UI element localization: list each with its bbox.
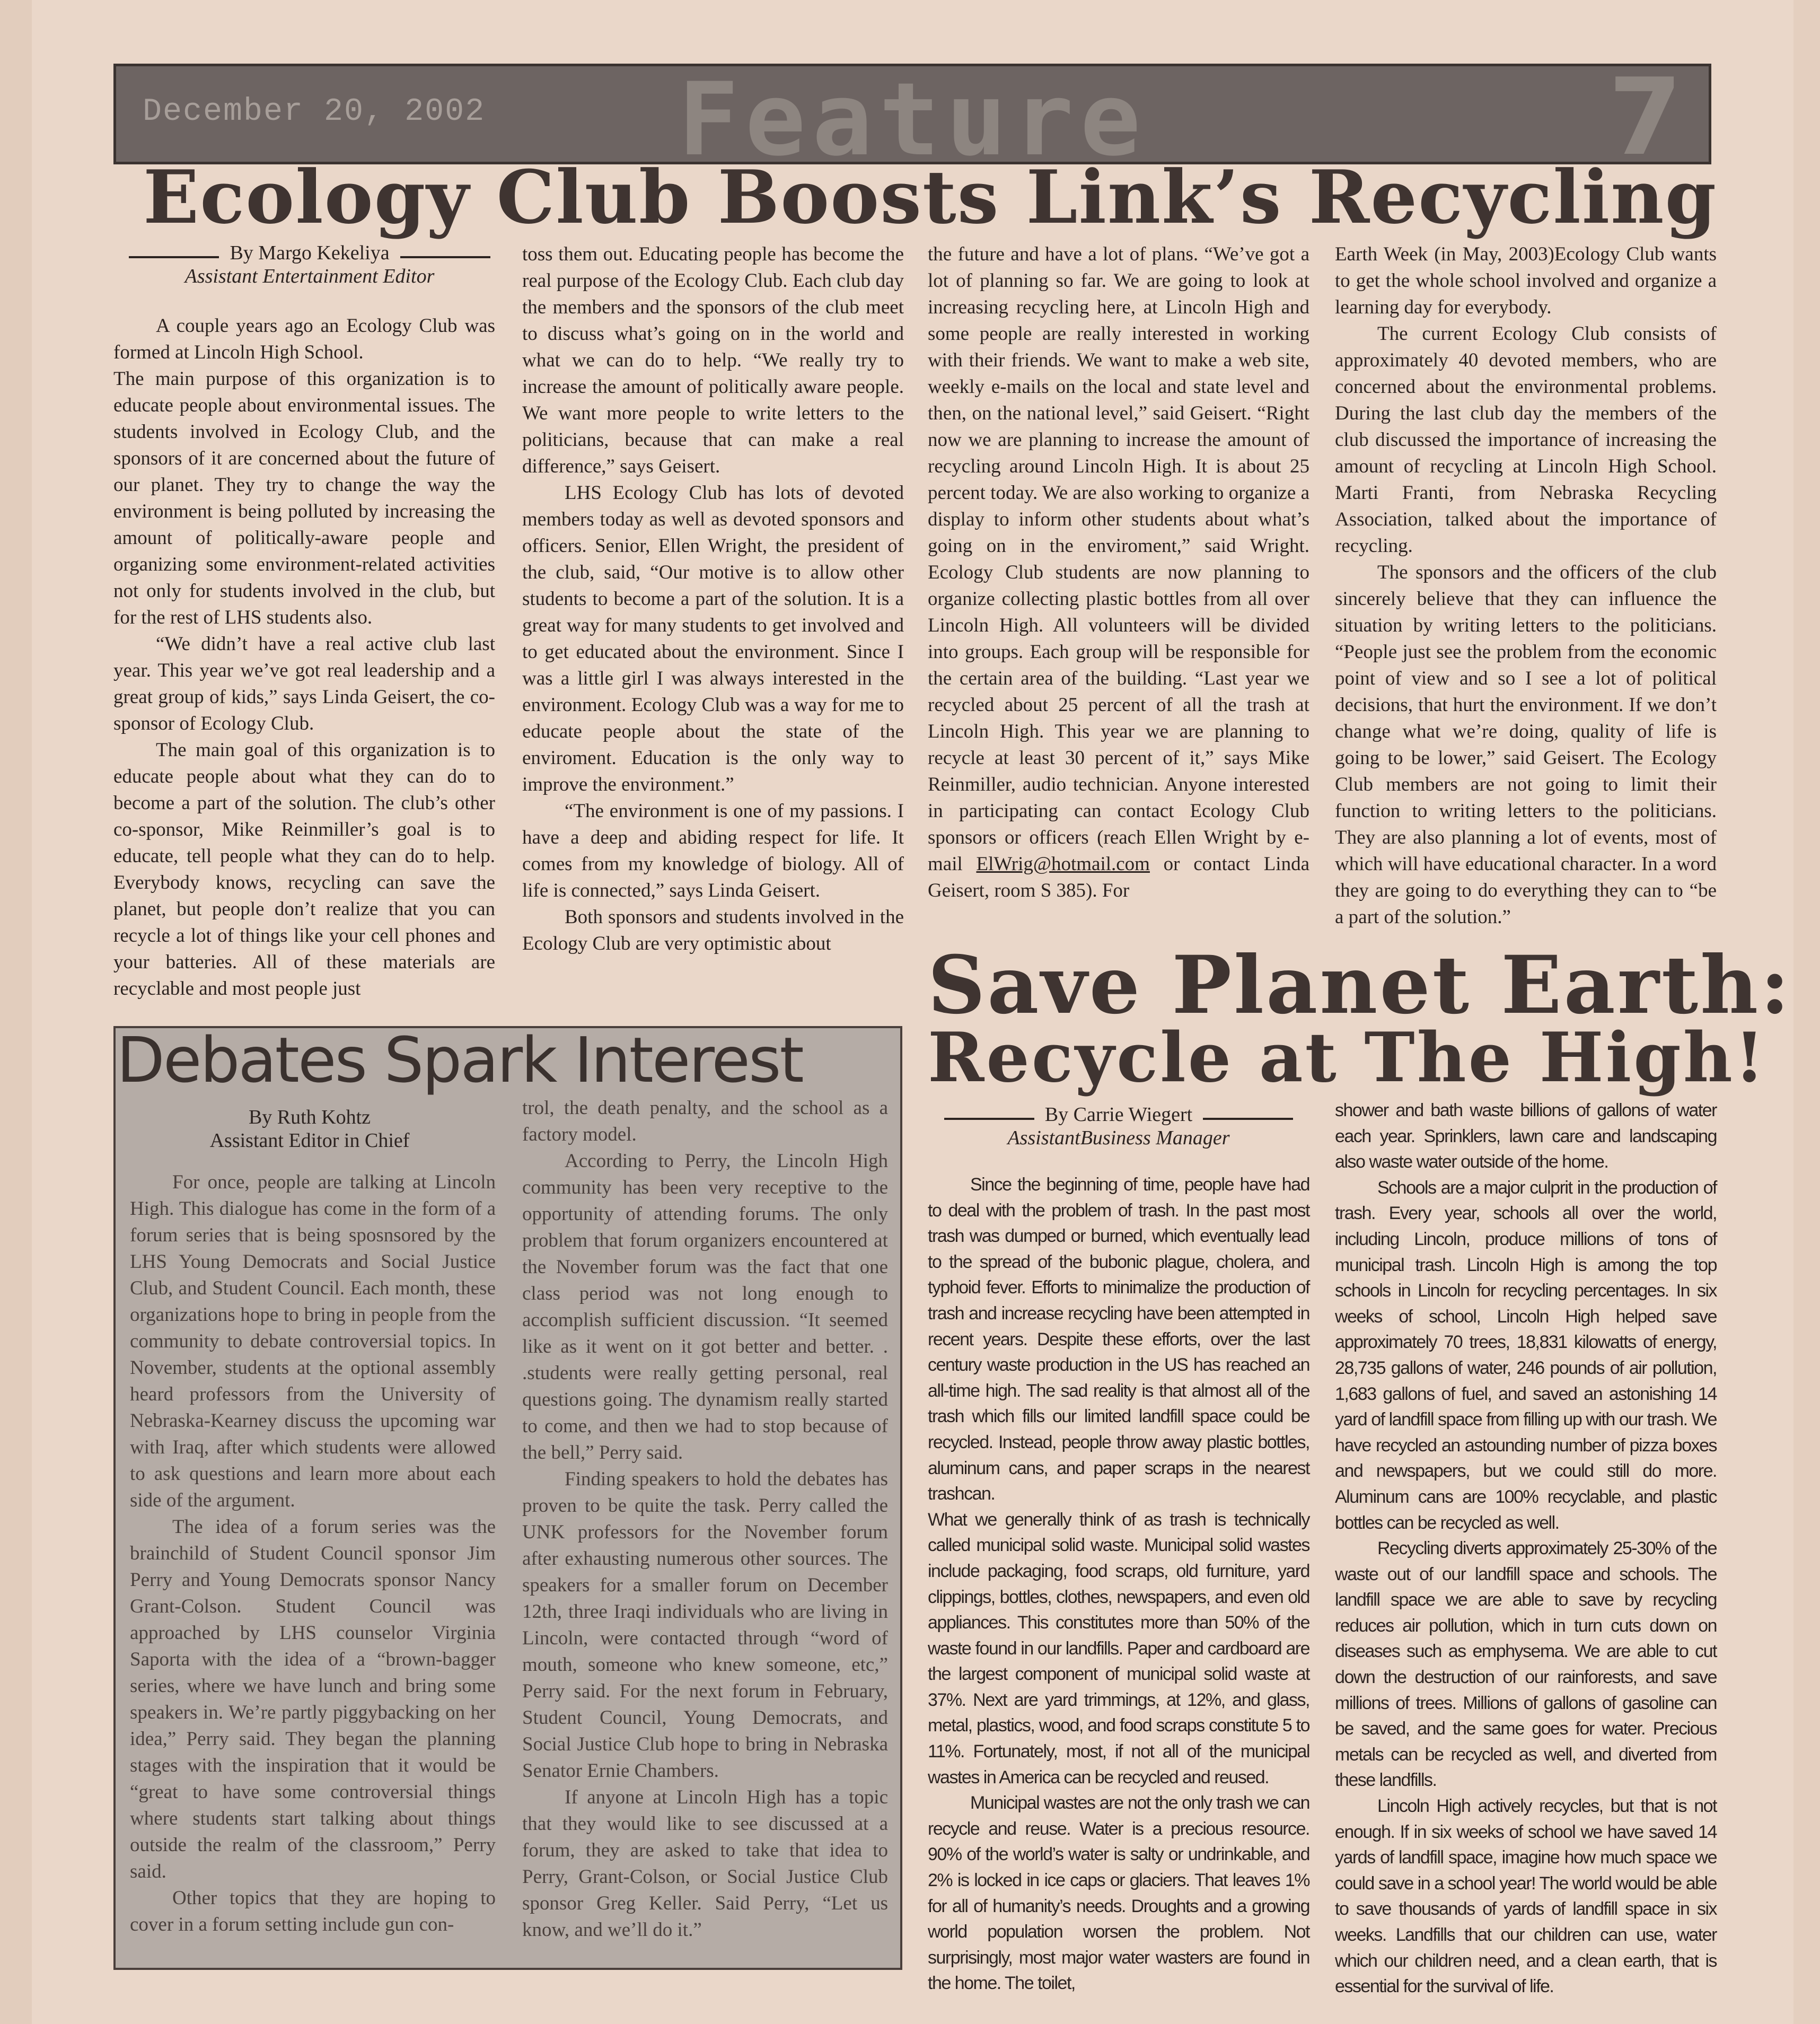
paragraph: LHS Ecology Club has lots of devoted members today as well as devoted sponsors and officers. Senior, Ellen Wright, the president of the club, said, “Our motive is to allow other students to become a part of the solution. It is a great way for many students to get involved and to get educated about the environment. Since I was a little girl I was always interested in the environment. Ecology Club was a way for me to educate people about the state of the enviroment. Education is the only way to improve the environment.” [522, 482, 904, 795]
byline-name: By Margo Kekeliya [230, 242, 390, 264]
paragraph: The main purpose of this organization is to educate people about environmental issues. The students involved in Ecology Club, and the sponsors of it are concerned about the future of our planet. They try to change the way the environment is being polluted by increasing the amount of politically-aware people and organizing some environment-related activities not only for students involved in the club, but for the rest of LHS students also. [113, 368, 495, 628]
ecology-column-2 [522, 241, 904, 957]
paragraph-text: the future and have a lot of plans. “We’ve got a lot of planning so far. We are going to look at increasing recycling here, at Lincoln High and some people are really interested in working with their friends. We want to make a web site, weekly e-mails on the local and state level and then, on the national level,” said Geisert. “Right now we are planning to increase the amount of recycling around Lincoln High. It is about 25 percent today. We are also working to organize a display to inform other students about what’s going on in the enviroment,” said Wright. Ecology Club students are now planning to organize collecting plastic bottles from all over Lincoln High. All volunteers will be divided into groups. Each group will be responsible for the certain area of the building. “Last year we recycled about 25 percent of all the trash at Lincoln High. This year we are planning to recycle at least 30 percent of it,” says Mike Reinmiller, audio technician. Anyone interested in participating can contact Ecology Club sponsors or officers (reach Ellen Wright by e-mail [928, 243, 1309, 875]
ecology-column-4 [1335, 241, 1717, 931]
debates-byline [113, 1106, 506, 1152]
paragraph: Finding speakers to hold the debates has proven to be quite the task. Perry called the UNK professors for the November forum after exhausting numerous other sources. The speakers for a smaller forum on December 12th, three Iraqi individuals who are living in Lincoln, were contacted through “word of mouth, someone who knew someone, etc,” Perry said. For the next forum in February, Student Council, Young Democrats, and Social Justice Club hope to bring in Nebraska Senator Ernie Chambers. [522, 1468, 888, 1782]
save-headline-line-1: Save Planet Earth: [928, 939, 1792, 1032]
paragraph: Schools are a major culprit in the production of trash. Every year, schools all over the world, including Lincoln, produce millions of tons of municipal trash. Lincoln High is among the top schools in Lincoln for recycling percentages. In six weeks of school, Lincoln High helped save approximately 70 trees, 18,831 kilowatts of energy, 28,735 gallons of water, 246 pounds of air pollution, 1,683 gallons of fuel, and saved an astonishing 14 yard of landfill space from filling up with our trash. We have recycled an astounding number of pizza boxes and newspapers, but we could still do more. Aluminum cans are 100% recyclable, and plastic bottles can be recycled as well. [1335, 1177, 1717, 1533]
paragraph: shower and bath waste billions of gallons of water each year. Sprinklers, lawn care and landscaping also waste water outside of the home. [1335, 1100, 1717, 1172]
paragraph: Earth Week (in May, 2003)Ecology Club wants to get the whole school involved and organize a learning day for everybody. [1335, 243, 1717, 318]
page-edge-left [0, 0, 32, 2024]
paragraph-text: or contact Linda Geisert, room S 385). For [928, 853, 1310, 901]
paragraph: trol, the death penalty, and the school as a factory model. [522, 1097, 888, 1145]
ecology-byline [113, 241, 506, 288]
save-column-2 [1335, 1098, 1717, 2000]
ecology-headline: Ecology Club Boosts Link’s Recycling [143, 154, 1718, 240]
debates-headline: Debates Spark Interest [117, 1023, 803, 1097]
paragraph: A couple years ago an Ecology Club was formed at Lincoln High School. [113, 315, 495, 363]
email-link[interactable]: ElWrig@hotmail.com [976, 853, 1150, 875]
page-edge-right [1793, 0, 1820, 2024]
paragraph: Municipal wastes are not the only trash we can recycle and reuse. Water is a precious resource. 90% of the world’s water is salty or undrinkable, and 2% is locked in ice caps or glaciers. That leaves 1% for all of humanity’s needs. Droughts and a growing world population worsen the problem. Not surprisingly, most major water wasters are found in the home. The toilet, [928, 1793, 1309, 1994]
paragraph: The main goal of this organization is to educate people about what they can do to become a part of the solution. The club’s other co-sponsor, Mike Reinmiller’s goal is to educate, tell people what they can do to help. Everybody knows, recycling can save the planet, but people don’t realize that you can recycle a lot of things like your cell phones and your batteries. All of these materials are recyclable and most people just [113, 739, 495, 1000]
paragraph: According to Perry, the Lincoln High community has been very receptive to the opportunity of attending forums. The only problem that forum organizers encountered at the November forum was the fact that one class period was not long enough to accomplish sufficient discussion. “It seemed like as it went on it got better and better. . .students were really getting personal, real questions going. The dynamism really started to come, and then we had to stop because of the bell,” Perry said. [522, 1150, 888, 1464]
paragraph: For once, people are talking at Lincoln High. This dialogue has come in the form of a forum series that is being sposnsored by the LHS Young Democrats and Social Justice Club, and Student Council. Each month, these organizations hope to bring in people from the community to debate controversial topics. In November, students at the optional assembly heard professors from the University of Nebraska-Kearney discuss the upcoming war with Iraq, after which students were allowed to ask questions and learn more about each side of the argument. [130, 1171, 496, 1511]
section-title: Feature [678, 61, 1147, 178]
byline-name: By Carrie Wiegert [1044, 1103, 1193, 1126]
save-column-1 [928, 1172, 1309, 1996]
byline-rule [1203, 1118, 1293, 1120]
paragraph: Both sponsors and students involved in the Ecology Club are very optimistic about [522, 906, 904, 954]
paragraph: If anyone at Lincoln High has a topic that they would like to see discussed at a forum, they are asked to take that idea to Perry, Grant-Colson, or Social Justice Club sponsor Greg Keller. Said Perry, “Let us know, and we’ll do it.” [522, 1786, 888, 1941]
paragraph: The current Ecology Club consists of approximately 40 devoted members, who are concerned about the environmental problems. During the last club day the members of the club discussed the importance of increasing the amount of recycling at Lincoln High School. Marti Franti, from Nebraska Recycling Association, talked about the importance of recycling. [1335, 323, 1717, 557]
debates-column-1 [130, 1169, 496, 1938]
paragraph: Other topics that they are hoping to cover in a forum setting include gun con- [130, 1887, 496, 1935]
byline-rule [400, 256, 490, 258]
debates-column-2 [522, 1095, 888, 1943]
ecology-column-1 [113, 313, 495, 1002]
paragraph: What we generally think of as trash is technically called municipal solid waste. Municipal solid wastes include packaging, food scraps, old furniture, yard clippings, bottles, clothes, newspapers, and even old appliances. This constitutes more than 50% of the waste found in our landfills. Paper and cardboard are the largest component of municipal solid waste at 37%. Next are yard trimmings, at 12%, and glass, metal, plastics, wood, and food scraps constitute 5 to 11%. Fortunately, most, if not all of the municipal wastes in America can be recycled and reused. [928, 1509, 1309, 1788]
save-headline-line-2: Recycle at The High! [928, 1018, 1766, 1098]
issue-date: December 20, 2002 [143, 94, 486, 130]
byline-role: AssistantBusiness Manager [1007, 1127, 1230, 1149]
paragraph: “The environment is one of my passions. I have a deep and abiding respect for life. It comes from my knowledge of biology. All of life is connected,” says Linda Geisert. [522, 800, 904, 901]
paragraph: The sponsors and the officers of the club sincerely believe that they can influence the situation by writing letters to the politicians. “People just see the problem from the economic point of view and so I see a lot of political decisions, that hurt the environment. If we don’t change what we’re doing, quality of life is going to be lower,” said Geisert. The Ecology Club members are not going to limit their function to writing letters to the politicians. They are also planning a lot of events, most of which will have educational character. In a word they are going to do everything they can to “be a part of the solution.” [1335, 562, 1717, 928]
ecology-column-3 [928, 241, 1309, 904]
byline-role: Assistant Editor in Chief [209, 1129, 410, 1152]
paragraph: “We didn’t have a real active club last year. This year we’ve got real leadership and a great group of kids,” says Linda Geisert, the co-sponsor of Ecology Club. [113, 633, 495, 734]
paragraph: Lincoln High actively recycles, but that is not enough. If in six weeks of school we have saved 14 yards of landfill space, imagine how much space we could save in a school year! The world would be able to save thousands of yards of landfill space in six weeks. Landfills that our children can use, water which our children need, and a clean earth, that is essential for the survival of life. [1335, 1796, 1717, 1997]
byline-rule [129, 256, 219, 258]
byline-role: Assistant Entertainment Editor [184, 265, 435, 287]
page-number: 7 [1608, 56, 1682, 179]
paragraph: The idea of a forum series was the brainchild of Student Council sponsor Jim Perry and Young Democrats sponsor Nancy Grant-Colson. Student Council was approached by LHS counselor Virginia Saporta with the idea of a “brown-bagger series, where we have lunch and bring some speakers in. We’re partly piggybacking on her idea,” Perry said. They began the planning stages with the inspiration that it would be “great to have some controversial things where students start talking about things outside the realm of the classroom,” Perry said. [130, 1516, 496, 1882]
byline-rule [944, 1118, 1034, 1120]
section-header [113, 56, 1711, 179]
paragraph [928, 241, 1309, 904]
paragraph: Since the beginning of time, people have had to deal with the problem of trash. In the past most trash was dumped or burned, which eventually lead to the spread of the bubonic plague, cholera, and typhoid fever. Efforts to minimalize the production of trash and increase recycling have been attempted in recent years. Despite these efforts, over the last century waste production in the US has reached an all-time high. The sad reality is that almost all of the trash which fills our limited landfill space could be recycled. Instead, people throw away plastic bottles, aluminum cans, and paper scraps in the nearest trashcan. [928, 1175, 1309, 1504]
paragraph: toss them out. Educating people has become the real purpose of the Ecology Club. Each club day the members and the sponsors of the club meet to discuss what’s going on in the world and what we can do to help. “We really try to increase the amount of politically aware people. We want more people to write letters to the politicians, because that can make a real difference,” says Geisert. [522, 243, 904, 477]
paragraph: Recycling diverts approximately 25-30% of the waste out of our landfill space and schools. The landfill space we are able to save by recycling reduces air pollution, which in turn cuts down on diseases such as emphysema. We are able to cut down the destruction of our rainforests, and save millions of trees. Millions of gallons of gasoline can be saved, and the same goes for water. Precious metals can be recycled as well, and diverted from these landfills. [1335, 1538, 1717, 1791]
byline-name: By Ruth Kohtz [248, 1106, 371, 1128]
save-byline [928, 1103, 1309, 1150]
